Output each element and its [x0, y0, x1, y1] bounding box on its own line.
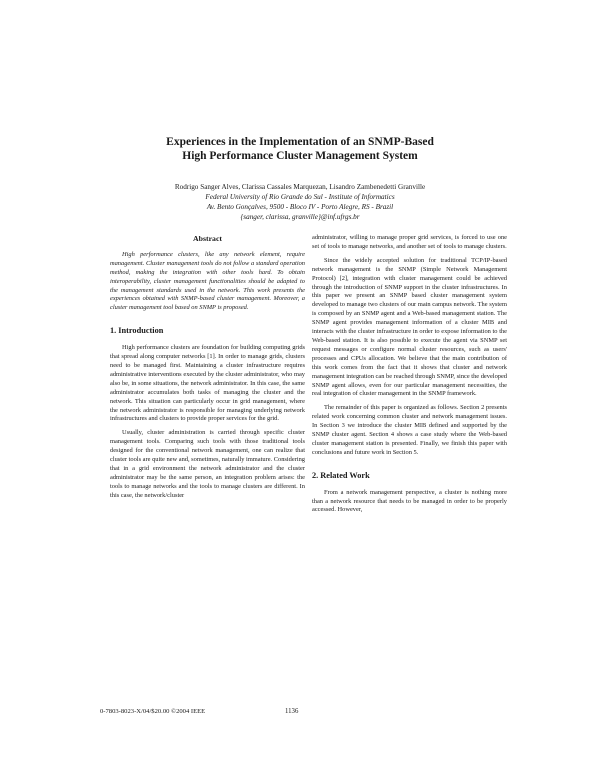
- author-block: [90, 182, 510, 222]
- intro-paragraph-1: High performance clusters are foundation for building computing grids that spread along computer networks [1]. In order to manage grids, clusters need to be managed first. Maintaining a cluster infrastructure requires administrative interventions executed by the cluster administrator, who may also be, in some situations, the network administrator. In this case, the same administrator accumulates both tasks of managing the cluster and the network. This situation can particularly occur in grid management, where the network administrator is responsible for managing underlying network infrastructures and clusters to provide proper services for the grid.: [110, 344, 305, 423]
- title-line-1: Experiences in the Implementation of an SNMP-Based: [166, 136, 434, 148]
- affiliation-line-2: Av. Bento Gonçalves, 9500 - Bloco IV - Porto Alegre, RS - Brazil: [206, 203, 394, 211]
- right-column: [312, 234, 507, 515]
- intro-paragraph-2: Usually, cluster administration is carried through specific cluster management tools. Comparing such tools with those traditional tools designed for the conventional network management, one can realize that cluster tools are quite new and, sometimes, naturally immature. Considering that in a grid environment the network administrator and the cluster administrator may be the same person, an integration problem arises: the tools to manage networks and the tools to manage clusters are different. In this case, the network/cluster: [110, 429, 305, 499]
- right-paragraph-2: Since the widely accepted solution for traditional TCP/IP-based network management is the SNMP (Simple Network Management Protocol) [2], integration with cluster management could be achieved through the introduction of SNMP support in the cluster infrastructures. In this paper we present an SNMP based cluster management system developed to manage two clusters of our main campus network. The system is composed by an SNMP agent and a Web-based management station. The SNMP agent provides management information of a cluster MIB and interacts with the cluster infrastructure in order to expose information to the Web-based station. It is also possible to execute the agent via SNMP set request messages or configure normal cluster resources, such as users' processes and CPUs allocation. We believe that the main contribution of this work comes from the fact that it shows that cluster and network management integration can be reached through SNMP, since the developed SNMP agent allows, even for our particular management necessities, the real integration of cluster management in the SNMP framework.: [312, 256, 507, 398]
- introduction-heading: 1. Introduction: [110, 326, 164, 336]
- abstract-heading: Abstract: [192, 234, 222, 243]
- related-work-paragraph: From a network management perspective, a cluster is nothing more than a network resource that needs to be managed in order to be properly accessed. However,: [312, 488, 507, 514]
- author-emails: {sanger, clarissa, granville}@inf.ufrgs.br: [240, 213, 360, 221]
- isbn-footer: 0-7803-8023-X/04/$20.00 ©2004 IEEE: [100, 708, 206, 715]
- abstract-text: High performance clusters, like any network element, require management. Cluster management tools do not follow a standard operation method, making the integration with other tools hard. To obtain interoperability, cluster management functionalities should be adapted to the management standards used in the network. This work presents the experiences obtained with SNMP-based cluster management. Moreover, a cluster management tool based on SNMP is proposed.: [110, 250, 305, 312]
- right-paragraph-1: administrator, willing to manage proper grid services, is forced to use one set of tools to manage networks, and another set of tools to manage clusters.: [312, 234, 507, 250]
- title-line-2: High Performance Cluster Management System: [182, 150, 418, 162]
- author-names: Rodrigo Sanger Alves, Clarissa Cassales Marquezan, Lisandro Zambenedetti Granville: [174, 183, 426, 191]
- paper-title: [100, 135, 500, 163]
- right-paragraph-3: The remainder of this paper is organized as follows. Section 2 presents related work concerning common cluster and network management issues. In Section 3 we introduce the cluster MIB defined and supported by the SNMP cluster agent. Section 4 shows a case study where the Web-based cluster management station is presented. Finally, we finish this paper with conclusions and future work in Section 5.: [312, 404, 507, 456]
- page-number: 1136: [285, 708, 299, 715]
- left-column: [110, 232, 305, 501]
- related-work-heading: 2. Related Work: [312, 470, 370, 480]
- affiliation-line-1: Federal University of Rio Grande do Sul - Institute of Informatics: [205, 193, 395, 201]
